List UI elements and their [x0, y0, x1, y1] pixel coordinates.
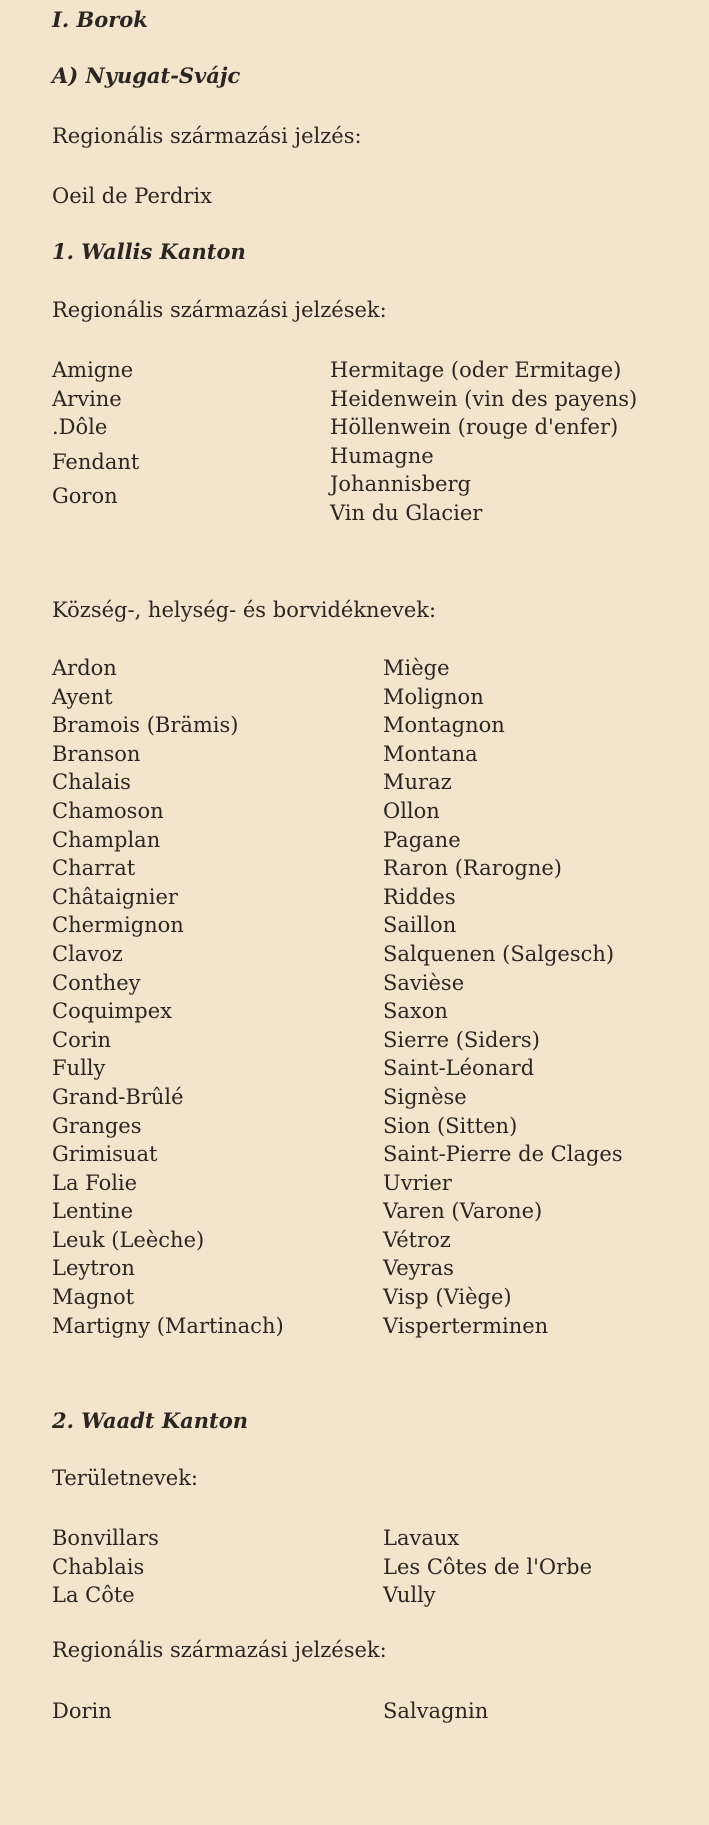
- list-item: Fendant: [52, 449, 140, 474]
- list-item: Grimisuat: [52, 1142, 158, 1167]
- list-item: Vétroz: [383, 1227, 451, 1252]
- list-item: Heidenwein (vin des payens): [330, 386, 638, 411]
- list-item: Hermitage (oder Ermitage): [330, 358, 622, 382]
- list-item: Chamoson: [52, 798, 164, 823]
- waadt-regional-right: Salvagnin: [383, 1699, 489, 1723]
- list-item: Montagnon: [383, 713, 505, 738]
- subsection-title: A) Nyugat-Svájc: [52, 63, 241, 88]
- list-item: Champlan: [52, 827, 161, 852]
- list-item: Charrat: [52, 856, 136, 881]
- list-item: Saint-Pierre de Clages: [383, 1142, 623, 1167]
- list-item: Vin du Glacier: [330, 500, 483, 525]
- list-item: Signèse: [383, 1084, 467, 1109]
- list-item: Saint-Léonard: [383, 1056, 535, 1081]
- list-item: Muraz: [383, 770, 452, 795]
- list-item: Conthey: [52, 970, 141, 995]
- list-item: Clavoz: [52, 941, 123, 966]
- list-item: Salquenen (Salgesch): [383, 941, 615, 966]
- list-item: Coquimpex: [52, 999, 173, 1024]
- list-item: Arvine: [52, 386, 122, 411]
- list-item: Humagne: [330, 443, 434, 468]
- waadt-areas-right-list: [383, 1524, 592, 1610]
- wallis-regional-label: Regionális származási jelzések:: [52, 298, 387, 322]
- list-item: Leytron: [52, 1256, 135, 1281]
- waadt-regional-left: Dorin: [52, 1699, 112, 1723]
- oeil-de-perdrix: Oeil de Perdrix: [52, 184, 212, 208]
- list-item: Ardon: [52, 656, 117, 680]
- list-item: Les Côtes de l'Orbe: [383, 1554, 593, 1579]
- list-item: Raron (Rarogne): [383, 856, 562, 881]
- list-item: Varen (Varone): [383, 1199, 543, 1224]
- list-item: Corin: [52, 1027, 111, 1052]
- list-item: Höllenwein (rouge d'enfer): [330, 415, 619, 440]
- list-item: Visperterminen: [383, 1313, 549, 1338]
- list-item: Branson: [52, 741, 141, 766]
- list-item: Vully: [383, 1583, 436, 1608]
- wallis-title: 1. Wallis Kanton: [52, 239, 246, 264]
- list-item: Granges: [52, 1113, 142, 1138]
- list-item: Savièse: [383, 970, 465, 995]
- list-item: Grand-Brûlé: [52, 1084, 184, 1109]
- list-item: Lavaux: [383, 1526, 460, 1550]
- list-item: Molignon: [383, 684, 484, 709]
- section-title: I. Borok: [52, 7, 148, 32]
- list-item: Pagane: [383, 827, 461, 852]
- list-item: Uvrier: [383, 1170, 452, 1195]
- waadt-title: 2. Waadt Kanton: [52, 1408, 249, 1433]
- list-item: Sierre (Siders): [383, 1027, 540, 1052]
- waadt-areas-left-list: [52, 1524, 159, 1610]
- list-item: Chalais: [52, 770, 131, 795]
- list-item: Bonvillars: [52, 1526, 159, 1550]
- list-item: Montana: [383, 741, 478, 766]
- kozseg-label: Község-, helység- és borvidéknevek:: [52, 598, 437, 622]
- list-item: Goron: [52, 484, 118, 509]
- list-item: Saillon: [383, 913, 457, 938]
- list-item: Sion (Sitten): [383, 1113, 518, 1138]
- list-item: Visp (Viège): [383, 1285, 512, 1310]
- wallis-places-right-list: [383, 654, 623, 1340]
- list-item: Bramois (Brämis): [52, 713, 239, 738]
- list-item: Veyras: [383, 1256, 454, 1281]
- list-item: Leuk (Leèche): [52, 1227, 205, 1252]
- terulet-label: Területnevek:: [52, 1466, 198, 1490]
- wallis-regional-right-list: [330, 356, 637, 528]
- list-item: Riddes: [383, 884, 456, 909]
- list-item: Amigne: [52, 358, 134, 382]
- list-item: Châtaignier: [52, 884, 178, 909]
- wallis-regional-left-list: [52, 356, 139, 511]
- list-item: Johannisberg: [330, 472, 472, 497]
- list-item: Fully: [52, 1056, 106, 1081]
- list-item: Magnot: [52, 1285, 135, 1310]
- list-item: Saxon: [383, 999, 448, 1024]
- list-item: Ollon: [383, 798, 440, 823]
- list-item: Martigny (Martinach): [52, 1313, 284, 1338]
- list-item: Ayent: [52, 684, 113, 709]
- waadt-regional-label: Regionális származási jelzések:: [52, 1638, 387, 1662]
- list-item: La Folie: [52, 1170, 138, 1195]
- regional-label: Regionális származási jelzés:: [52, 124, 362, 148]
- list-item: Lentine: [52, 1199, 134, 1224]
- wallis-places-left-list: [52, 654, 284, 1340]
- list-item: .Dôle: [52, 415, 108, 440]
- list-item: Chermignon: [52, 913, 184, 938]
- list-item: Chablais: [52, 1554, 145, 1579]
- list-item: Miège: [383, 656, 450, 680]
- list-item: La Côte: [52, 1583, 135, 1608]
